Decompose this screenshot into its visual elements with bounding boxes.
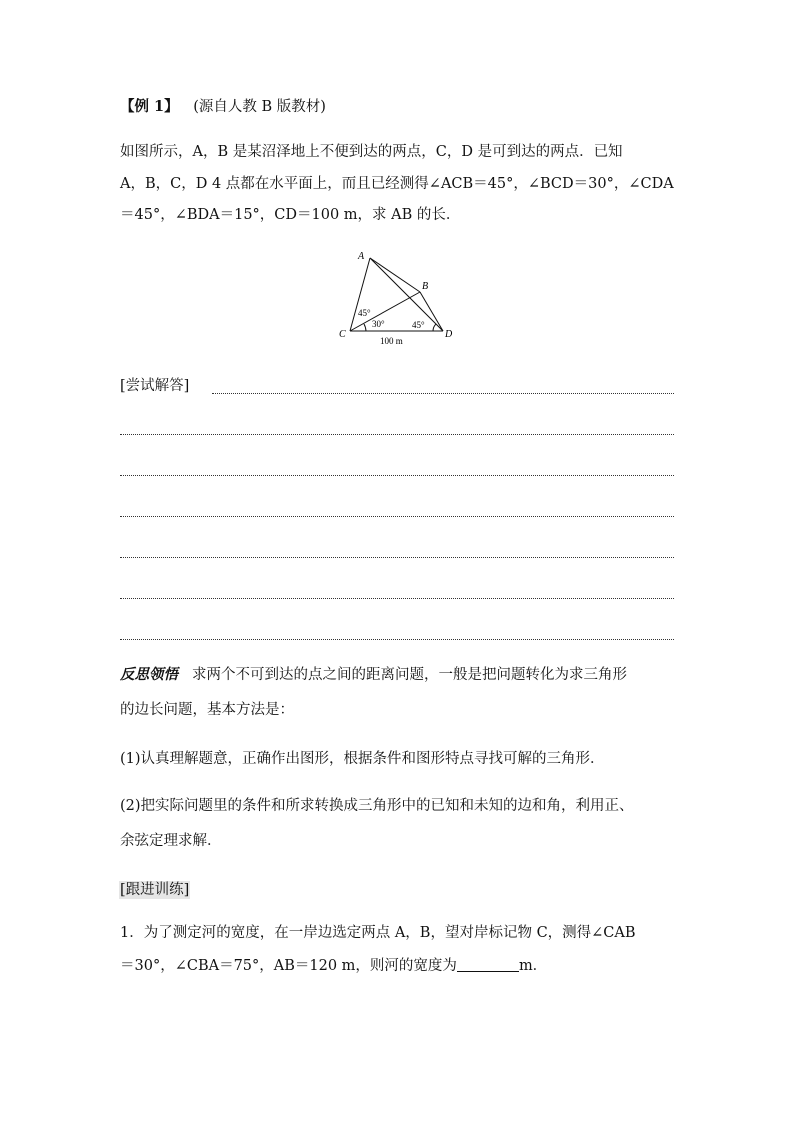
- angle-label-cda: 45°: [412, 320, 425, 330]
- segment-ca: [350, 258, 370, 331]
- answer-label: [尝试解答]: [120, 378, 190, 394]
- practice-label: [119, 880, 190, 900]
- angle-arc-d: [433, 324, 436, 331]
- practice-question-1-unit: m．: [518, 958, 548, 974]
- reflection-text-1: 求两个不可到达的点之间的距离问题，一般是把问题转化为求三角形: [192, 667, 627, 683]
- angle-label-acb: 45°: [358, 308, 371, 318]
- answer-line[interactable]: [120, 557, 674, 558]
- answer-line[interactable]: [120, 639, 674, 640]
- practice-question-1-line-1: 1．为了测定河的宽度，在一岸边选定两点 A，B，望对岸标记物 C，测得∠CAB: [120, 925, 636, 941]
- problem-line-3: ＝45°，∠BDA＝15°，CD＝100 m，求 AB 的长．: [120, 207, 461, 223]
- point-label-d: D: [445, 329, 453, 340]
- answer-line[interactable]: [120, 598, 674, 599]
- reflection-point-1: (1)认真理解题意，正确作出图形，根据条件和图形特点寻找可解的三角形．: [120, 751, 605, 767]
- angle-arc-c: [364, 324, 366, 331]
- problem-line-1: 如图所示，A，B 是某沼泽地上不便到达的两点，C，D 是可到达的两点．已知: [120, 144, 623, 160]
- geometry-figure: [330, 245, 460, 350]
- example-label: 【例 1】: [120, 98, 179, 115]
- reflection-line-1: [120, 665, 627, 685]
- answer-line[interactable]: [120, 516, 674, 517]
- reflection-point-2-line-2: 余弦定理求解．: [120, 833, 222, 849]
- point-label-b: B: [422, 281, 429, 292]
- answer-line[interactable]: [120, 475, 674, 476]
- example-header: [120, 97, 326, 117]
- segment-ab: [370, 258, 420, 292]
- angle-label-bcd: 30°: [372, 319, 385, 329]
- reflection-line-2: 的边长问题，基本方法是：: [120, 702, 294, 718]
- answer-line[interactable]: [120, 434, 674, 435]
- reflection-title: 反思领悟: [120, 666, 178, 683]
- length-label-cd: 100 m: [380, 336, 403, 346]
- reflection-point-2-line-1: (2)把实际问题里的条件和所求转换成三角形中的已知和未知的边和角，利用正、: [120, 798, 634, 814]
- problem-line-2: A，B，C，D 4 点都在水平面上，而且已经测得∠ACB＝45°，∠BCD＝30°，∠CDA: [120, 176, 674, 192]
- point-label-a: A: [358, 251, 365, 262]
- example-source: (源自人教 B 版教材): [193, 99, 326, 115]
- answer-line[interactable]: [212, 393, 674, 394]
- practice-tag: [跟进训练]: [120, 882, 190, 898]
- practice-question-1-line-2: [120, 956, 547, 976]
- practice-question-1-text: ＝30°，∠CBA＝75°，AB＝120 m，则河的宽度为: [120, 958, 457, 974]
- answer-blank[interactable]: [457, 957, 519, 972]
- point-label-c: C: [339, 329, 346, 340]
